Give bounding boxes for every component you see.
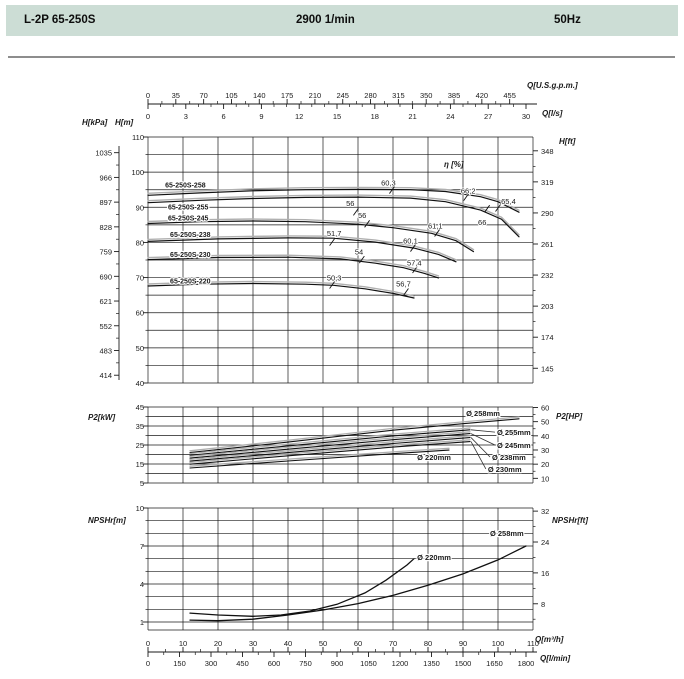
tick-label: 1500	[454, 659, 472, 668]
tick-label: 12	[295, 112, 304, 121]
tick-label: 174	[541, 333, 554, 343]
tick-label: 455	[503, 91, 516, 100]
bottom-flow-axis	[146, 639, 539, 668]
curve-label: 65-250S-245	[167, 215, 209, 223]
hft-axis	[533, 147, 554, 373]
pump-speed: 2900 1/min	[296, 14, 355, 26]
axis-title-q-lmin: Q[l/min]	[540, 654, 571, 663]
tick-label: 40	[541, 431, 550, 441]
tick-label: 600	[267, 659, 281, 668]
tick-label: 80	[423, 639, 433, 648]
tick-label: 0	[145, 639, 151, 648]
tick-label: 245	[336, 91, 349, 100]
tick-label: 750	[299, 659, 312, 668]
efficiency-value: 51,7	[326, 229, 342, 239]
tick-label: 210	[308, 91, 322, 100]
tick-label: 35	[135, 422, 144, 431]
tick-label: 319	[541, 177, 554, 187]
tick-label: 420	[475, 91, 489, 100]
efficiency-value: 60,3	[381, 178, 396, 188]
diameter-label: Ø 245mm	[496, 441, 531, 451]
kpa-axis	[95, 146, 119, 380]
diameter-label: Ø 220mm	[417, 552, 451, 562]
tick-label: 10	[541, 474, 550, 484]
tick-label: 21	[408, 112, 417, 121]
efficiency-axis-label: η [%]	[444, 160, 464, 169]
tick-label: 60	[541, 403, 550, 413]
npshft-axis	[533, 507, 549, 619]
tick-label: 315	[392, 91, 405, 100]
curve-label: 65-250S-220	[170, 278, 211, 286]
tick-label: 483	[99, 346, 112, 356]
tick-label: 16	[541, 568, 550, 578]
axis-title-p2-hp: P2[HP]	[556, 412, 583, 421]
curve-label: 65-250S-255	[167, 204, 209, 212]
npsh-diameter-labels	[417, 529, 524, 562]
tick-label: 20	[541, 460, 550, 470]
tick-label: 30	[541, 445, 550, 455]
tick-label: 70	[135, 273, 144, 283]
tick-label: 105	[225, 91, 238, 100]
tick-label: 1200	[391, 659, 409, 668]
tick-label: 18	[370, 112, 379, 121]
tick-label: 90	[135, 203, 144, 213]
tick-label: 450	[236, 659, 249, 668]
tick-label: 100	[491, 639, 505, 648]
tick-label: 300	[204, 659, 218, 668]
tick-label: 35	[171, 91, 180, 100]
tick-label: 50	[135, 343, 144, 353]
efficiency-value: 61,1	[428, 221, 443, 231]
tick-label: 290	[541, 208, 554, 218]
pump-model: L-2P 65-250S	[24, 14, 96, 26]
tick-label: 7	[139, 541, 144, 551]
tick-label: 70	[199, 91, 208, 100]
efficiency-value: 66	[478, 217, 487, 227]
tick-label: 110	[527, 639, 539, 648]
tick-label: 10	[178, 639, 188, 648]
diameter-label: Ø 238mm	[492, 453, 526, 463]
diameter-label: Ø 255mm	[496, 428, 531, 438]
tick-label: 350	[419, 91, 433, 100]
curve-label: 65-250S-258	[165, 182, 206, 190]
axis-title-npshr-ft: NPSHr[ft]	[552, 516, 588, 525]
tick-label: 9	[259, 112, 264, 121]
tick-label: 50	[541, 417, 550, 427]
p2-curves	[190, 417, 519, 468]
tick-label: 175	[280, 91, 294, 100]
axis-title-h-ft: H[ft]	[559, 137, 576, 146]
tick-label: 145	[541, 364, 554, 374]
tick-label: 30	[248, 639, 258, 648]
tick-label: 10	[135, 503, 144, 513]
curve	[148, 284, 414, 299]
efficiency-value: 56,7	[396, 279, 411, 289]
diameter-label: Ø 220mm	[417, 453, 451, 463]
tick-label: 1650	[486, 659, 503, 668]
efficiency-value: 66,2	[460, 186, 476, 196]
line	[330, 239, 335, 246]
tick-label: 150	[173, 659, 186, 668]
tick-label: 690	[99, 272, 112, 282]
tick-label: 32	[541, 507, 550, 517]
diameter-label: Ø 230mm	[487, 464, 522, 474]
main-grid	[148, 137, 533, 383]
efficiency-value: 50,3	[326, 273, 342, 283]
tick-label: 1035	[95, 148, 112, 158]
tick-label: 414	[99, 371, 112, 381]
axis-title-q-ls: Q[l/s]	[542, 109, 563, 118]
tick-label: 900	[330, 659, 344, 668]
tick-label: 80	[135, 238, 144, 248]
tick-label: 110	[132, 133, 144, 142]
tick-label: 24	[541, 538, 550, 548]
tick-label: 385	[447, 91, 461, 100]
tick-label: 40	[135, 379, 144, 389]
tick-label: 232	[541, 271, 554, 281]
tick-label: 15	[332, 112, 342, 121]
axis-title-q-gpm: Q[U.S.g.p.m.]	[527, 81, 578, 90]
axis-title-h-m: H[m]	[115, 118, 134, 127]
curve	[190, 559, 414, 617]
top-flow-axis	[146, 91, 537, 121]
efficiency-value: 56	[358, 211, 367, 221]
tick-label: 4	[139, 579, 144, 589]
tick-label: 966	[99, 173, 112, 183]
efficiency-value: 57,4	[407, 258, 422, 268]
axis-title-q-m3h: Q[m³/h]	[535, 635, 564, 644]
tick-label: 8	[541, 599, 546, 609]
tick-label: 6	[221, 112, 226, 121]
tick-label: 203	[541, 302, 554, 312]
tick-label: 621	[99, 297, 112, 307]
efficiency-value: 56	[346, 199, 355, 209]
tick-label: 0	[145, 112, 151, 121]
tick-label: 40	[283, 639, 293, 648]
diameter-label: Ø 258mm	[489, 528, 524, 538]
tick-label: 759	[99, 247, 112, 257]
pump-frequency: 50Hz	[554, 14, 581, 26]
tick-label: 280	[364, 91, 377, 100]
tick-label: 70	[388, 639, 398, 648]
tick-label: 45	[135, 403, 144, 412]
hm-axis	[131, 133, 148, 388]
tick-label: 552	[99, 321, 112, 331]
tick-label: 30	[521, 112, 531, 121]
tick-label: 1	[139, 618, 144, 627]
tick-label: 348	[541, 146, 554, 156]
tick-label: 15	[135, 460, 144, 469]
axis-title-npshr-m: NPSHr[m]	[88, 516, 126, 525]
p2kw-axis	[136, 403, 148, 488]
efficiency-value: 54	[354, 247, 364, 257]
tick-label: 24	[446, 112, 455, 121]
tick-label: 60	[353, 639, 363, 648]
tick-label: 0	[145, 659, 151, 668]
p2hp-axis	[533, 403, 549, 483]
npshm-axis	[136, 504, 148, 627]
tick-label: 20	[213, 639, 223, 648]
curve-label: 65-250S-230	[170, 251, 211, 259]
efficiency-value: 65,4	[501, 196, 516, 206]
efficiency-value: 60,1	[403, 236, 418, 246]
tick-label: 90	[458, 639, 468, 648]
curve-label: 65-250S-238	[170, 231, 211, 239]
tick-label: 1350	[423, 659, 440, 668]
tick-label: 5	[139, 479, 144, 488]
tick-label: 897	[99, 198, 112, 208]
tick-label: 100	[131, 168, 144, 178]
tick-label: 828	[99, 222, 112, 232]
tick-label: 60	[135, 308, 144, 318]
tick-label: 27	[484, 112, 493, 121]
tick-label: 50	[318, 639, 328, 648]
tick-label: 1800	[517, 659, 535, 668]
axis-title-h-kpa: H[kPa]	[82, 118, 108, 127]
tick-label: 25	[135, 441, 144, 450]
tick-label: 0	[145, 91, 151, 100]
tick-label: 140	[253, 91, 266, 100]
diameter-label: Ø 258mm	[466, 408, 500, 418]
tick-label: 261	[541, 240, 554, 250]
tick-label: 1050	[360, 659, 377, 668]
tick-label: 3	[183, 112, 188, 121]
axis-title-p2-kw: P2[kW]	[88, 413, 116, 422]
line	[471, 430, 495, 432]
